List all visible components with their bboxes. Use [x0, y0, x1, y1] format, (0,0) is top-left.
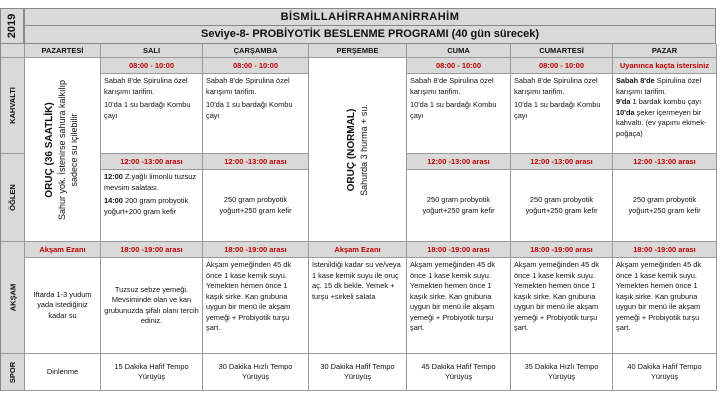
sport-thursday: 30 Dakika Hafif Tempo Yürüyüş: [309, 354, 407, 391]
sport-friday: 45 Dakika Hafif Tempo Yürüyüş: [407, 354, 511, 391]
dinner-time-saturday: 18:00 -19:00 arası: [511, 242, 613, 258]
dinner-time-monday: Akşam Ezanı: [25, 242, 101, 258]
dinner-monday: İftarda 1-3 yudum yada istediğiniz kadar su: [25, 258, 101, 354]
section-dinner-label: AKŞAM: [1, 242, 25, 354]
thursday-fast-line1: Sahurda 3 hurma + su.: [358, 103, 369, 196]
dinner-time-friday: 18:00 -19:00 arası: [407, 242, 511, 258]
lunch-wednesday: 250 gram probyotik yoğurt+250 gram kefir: [203, 170, 309, 242]
breakfast-time-tuesday: 08:00 - 10:00: [101, 58, 203, 74]
monday-fast-cell: [25, 58, 101, 242]
section-lunch-label: ÖĞLEN: [1, 154, 25, 242]
breakfast-time-sunday: Uyanınca kaçta istersiniz: [613, 58, 717, 74]
breakfast-time-friday: 08:00 - 10:00: [407, 58, 511, 74]
program-subtitle: Seviye-8- PROBİYOTİK BESLENME PROGRAMI (40 gün sürecek): [24, 26, 716, 44]
page-title: BİSMİLLAHİRRAHMANİRRAHİM: [24, 8, 716, 26]
section-breakfast-label: KAHVALTI: [1, 58, 25, 154]
day-header-thursday: PERŞEMBE: [309, 44, 407, 58]
day-header-sunday: PAZAR: [613, 44, 717, 58]
dinner-saturday: Akşam yemeğinden 45 dk önce 1 kase kemik suyu. Yemekten hemen önce 1 kaşık sirke. Kan grubuna uygun bir menü ile akşam yemeği + Probiyotik turşu şart.: [511, 258, 613, 354]
monday-fast-line2: sadece su içilebilir: [69, 112, 80, 187]
day-header-monday: PAZARTESİ: [25, 44, 101, 58]
dinner-sunday: Akşam yemeğinden 45 dk önce 1 kase kemik suyu. Yemekten hemen önce 1 kaşık sirke. Kan grubuna uygun bir menü ile akşam yemeği + Probiyotik turşu şart.: [613, 258, 717, 354]
monday-fast-line1: Sahur yok. İstenirse sahura kalkılıp: [57, 79, 68, 220]
sport-tuesday: 15 Dakika Hafif Tempo Yürüyüş: [101, 354, 203, 391]
lunch-time-friday: 12:00 -13:00 arası: [407, 154, 511, 170]
breakfast-saturday: Sabah 8'de Spirulina özel karışımı tarifim. 10'da 1 su bardağı Kombu çayı: [511, 74, 613, 154]
breakfast-time-wednesday: 08:00 - 10:00: [203, 58, 309, 74]
section-sport-label: SPOR: [1, 354, 25, 391]
sport-wednesday: 30 Dakika Hızlı Tempo Yürüyüş: [203, 354, 309, 391]
corner-cell: [1, 44, 25, 58]
day-header-wednesday: ÇARŞAMBA: [203, 44, 309, 58]
dinner-tuesday: Tuzsuz sebze yemeği. Mevsiminde olan ve kan grubunuzda şifalı olanı tercih ediniz.: [101, 258, 203, 354]
year-label: 2019: [0, 8, 24, 44]
breakfast-wednesday: Sabah 8'de Spirulina özel karışımı tarifim. 10'da 1 su bardağı Kombu çayı: [203, 74, 309, 154]
dinner-thursday: İstenildiği kadar su ve/veya 1 kase kemik suyu ile oruç aç. 15 dk bekle. Yemek + turşu +sirkeli salata: [309, 258, 407, 354]
sport-monday: Dinlenme: [25, 354, 101, 391]
thursday-fast-title: ORUÇ (NORMAL): [345, 108, 357, 191]
sport-saturday: 35 Dakika Hızlı Tempo Yürüyüş: [511, 354, 613, 391]
breakfast-friday: Sabah 8'de Spirulina özel karışımı tarifim. 10'da 1 su bardağı Kombu çayı: [407, 74, 511, 154]
dinner-time-tuesday: 18:00 -19:00 arası: [101, 242, 203, 258]
lunch-friday: 250 gram probyotik yoğurt+250 gram kefir: [407, 170, 511, 242]
lunch-saturday: 250 gram probyotik yoğurt+250 gram kefir: [511, 170, 613, 242]
breakfast-time-saturday: 08:00 - 10:00: [511, 58, 613, 74]
day-header-friday: CUMA: [407, 44, 511, 58]
lunch-time-tuesday: 12:00 -13:00 arası: [101, 154, 203, 170]
lunch-sunday: 250 gram probyotik yoğurt+250 gram kefir: [613, 170, 717, 242]
thursday-fast-cell: [309, 58, 407, 242]
lunch-tuesday: 12:00 Z.yağlı limonlu tuzsuz mevsim salatası. 14:00 200 gram probyotik yoğurt+200 gram kefir: [101, 170, 203, 242]
dinner-friday: Akşam yemeğinden 45 dk önce 1 kase kemik suyu. Yemekten hemen önce 1 kaşık sirke. Kan grubuna uygun bir menü ile akşam yemeği + Probiyotik turşu şart.: [407, 258, 511, 354]
monday-fast-title: ORUÇ (36 SAATLİK): [44, 101, 56, 198]
dinner-time-thursday: Akşam Ezanı: [309, 242, 407, 258]
breakfast-tuesday: Sabah 8'de Spirulina özel karışımı tarifim. 10'da 1 su bardağı Kombu çayı: [101, 74, 203, 154]
breakfast-sunday: Sabah 8'de Spirulina özel karışımı tarifim. 9'da 1 bardak kombu çayı 10'da şeker içermeyen bir kahvaltı. (ev yapımı ekmek-poğaça): [613, 74, 717, 154]
schedule-table: [0, 44, 717, 391]
dinner-wednesday: Akşam yemeğinden 45 dk önce 1 kase kemik suyu. Yemekten hemen önce 1 kaşık sirke. Kan grubuna uygun bir menü ile akşam yemeği + Probiyotik turşu şart.: [203, 258, 309, 354]
dinner-time-sunday: 18:00 -19:00 arası: [613, 242, 717, 258]
day-header-tuesday: SALI: [101, 44, 203, 58]
lunch-time-wednesday: 12:00 -13:00 arası: [203, 154, 309, 170]
lunch-time-sunday: 12:00 -13:00 arası: [613, 154, 717, 170]
sport-sunday: 40 Dakika Hafif Tempo Yürüyüş: [613, 354, 717, 391]
lunch-time-saturday: 12:00 -13:00 arası: [511, 154, 613, 170]
dinner-time-wednesday: 18:00 -19:00 arası: [203, 242, 309, 258]
day-header-saturday: CUMARTESİ: [511, 44, 613, 58]
